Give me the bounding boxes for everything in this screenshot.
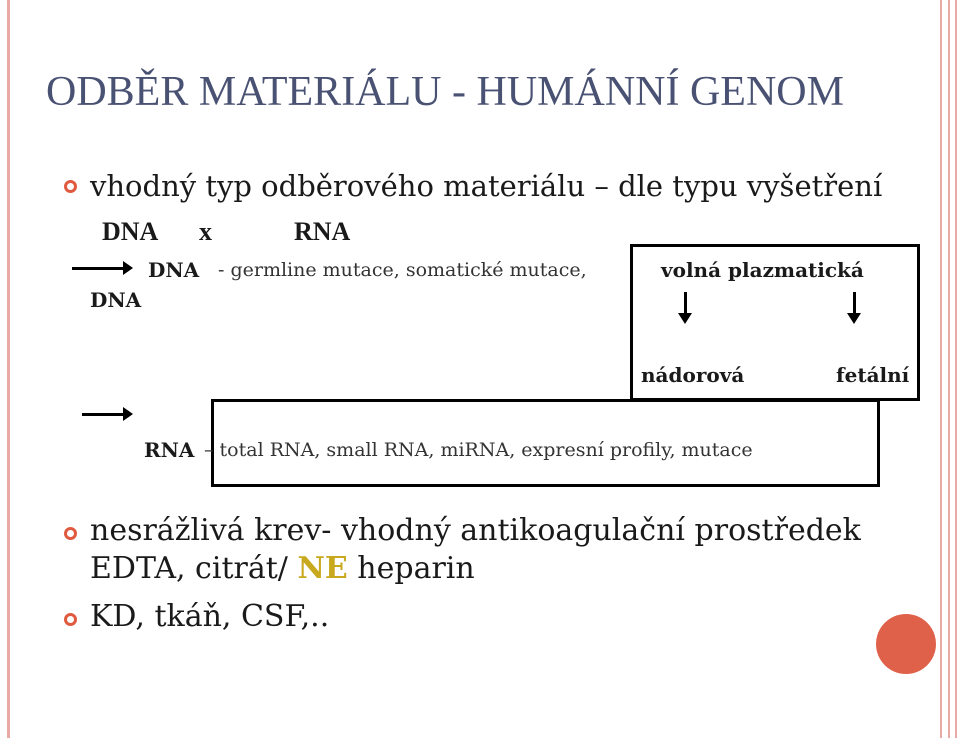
arrow-right-icon xyxy=(72,267,124,270)
arrow-down-icon xyxy=(853,292,856,314)
bullet-text-anticoagulant-line2 xyxy=(90,551,475,586)
slide-title: ODBĚR MATERIÁLU - HUMÁNNÍ GENOM xyxy=(46,69,844,115)
plasma-type-tumor: nádorová xyxy=(641,363,745,387)
anticoagulant-ok: EDTA, citrát/ xyxy=(90,551,288,586)
slide-border-line-2 xyxy=(940,0,942,738)
dna-label: DNA xyxy=(148,258,200,282)
bullet-text-anticoagulant: nesrážlivá krev- vhodný antikoagulační prostředek xyxy=(90,513,861,548)
bullet-icon xyxy=(64,527,77,540)
slide-border-line-1 xyxy=(7,0,10,738)
dna-plasma-highlight: volná plazmatická xyxy=(661,258,864,282)
rna-description: – total RNA, small RNA, miRNA, expresní profily, mutace xyxy=(204,439,753,461)
rna-label: RNA xyxy=(144,438,195,462)
anticoagulant-not-ok: heparin xyxy=(357,551,475,586)
slide-border-line-4 xyxy=(955,0,957,738)
slide-border-line-3 xyxy=(948,0,950,738)
arrow-right-icon xyxy=(82,413,124,416)
compare-dna: DNA xyxy=(102,217,159,246)
arrow-down-icon xyxy=(684,292,687,314)
decorative-circle-icon xyxy=(876,614,936,674)
bullet-icon xyxy=(64,180,77,193)
plasma-type-fetal: fetální xyxy=(836,365,910,385)
compare-sep: x xyxy=(199,217,212,246)
anticoagulant-ne: NE xyxy=(297,551,348,586)
bullet-icon xyxy=(64,613,77,626)
bullet-text-sample-type: vhodný typ odběrového materiálu – dle typu vyšetření xyxy=(90,169,883,203)
dna-label-continued: DNA xyxy=(90,288,142,312)
compare-rna: RNA xyxy=(294,217,351,246)
bullet-text-other-materials: KD, tkáň, CSF,.. xyxy=(90,599,330,634)
dna-description: - germline mutace, somatické mutace, xyxy=(218,259,587,281)
